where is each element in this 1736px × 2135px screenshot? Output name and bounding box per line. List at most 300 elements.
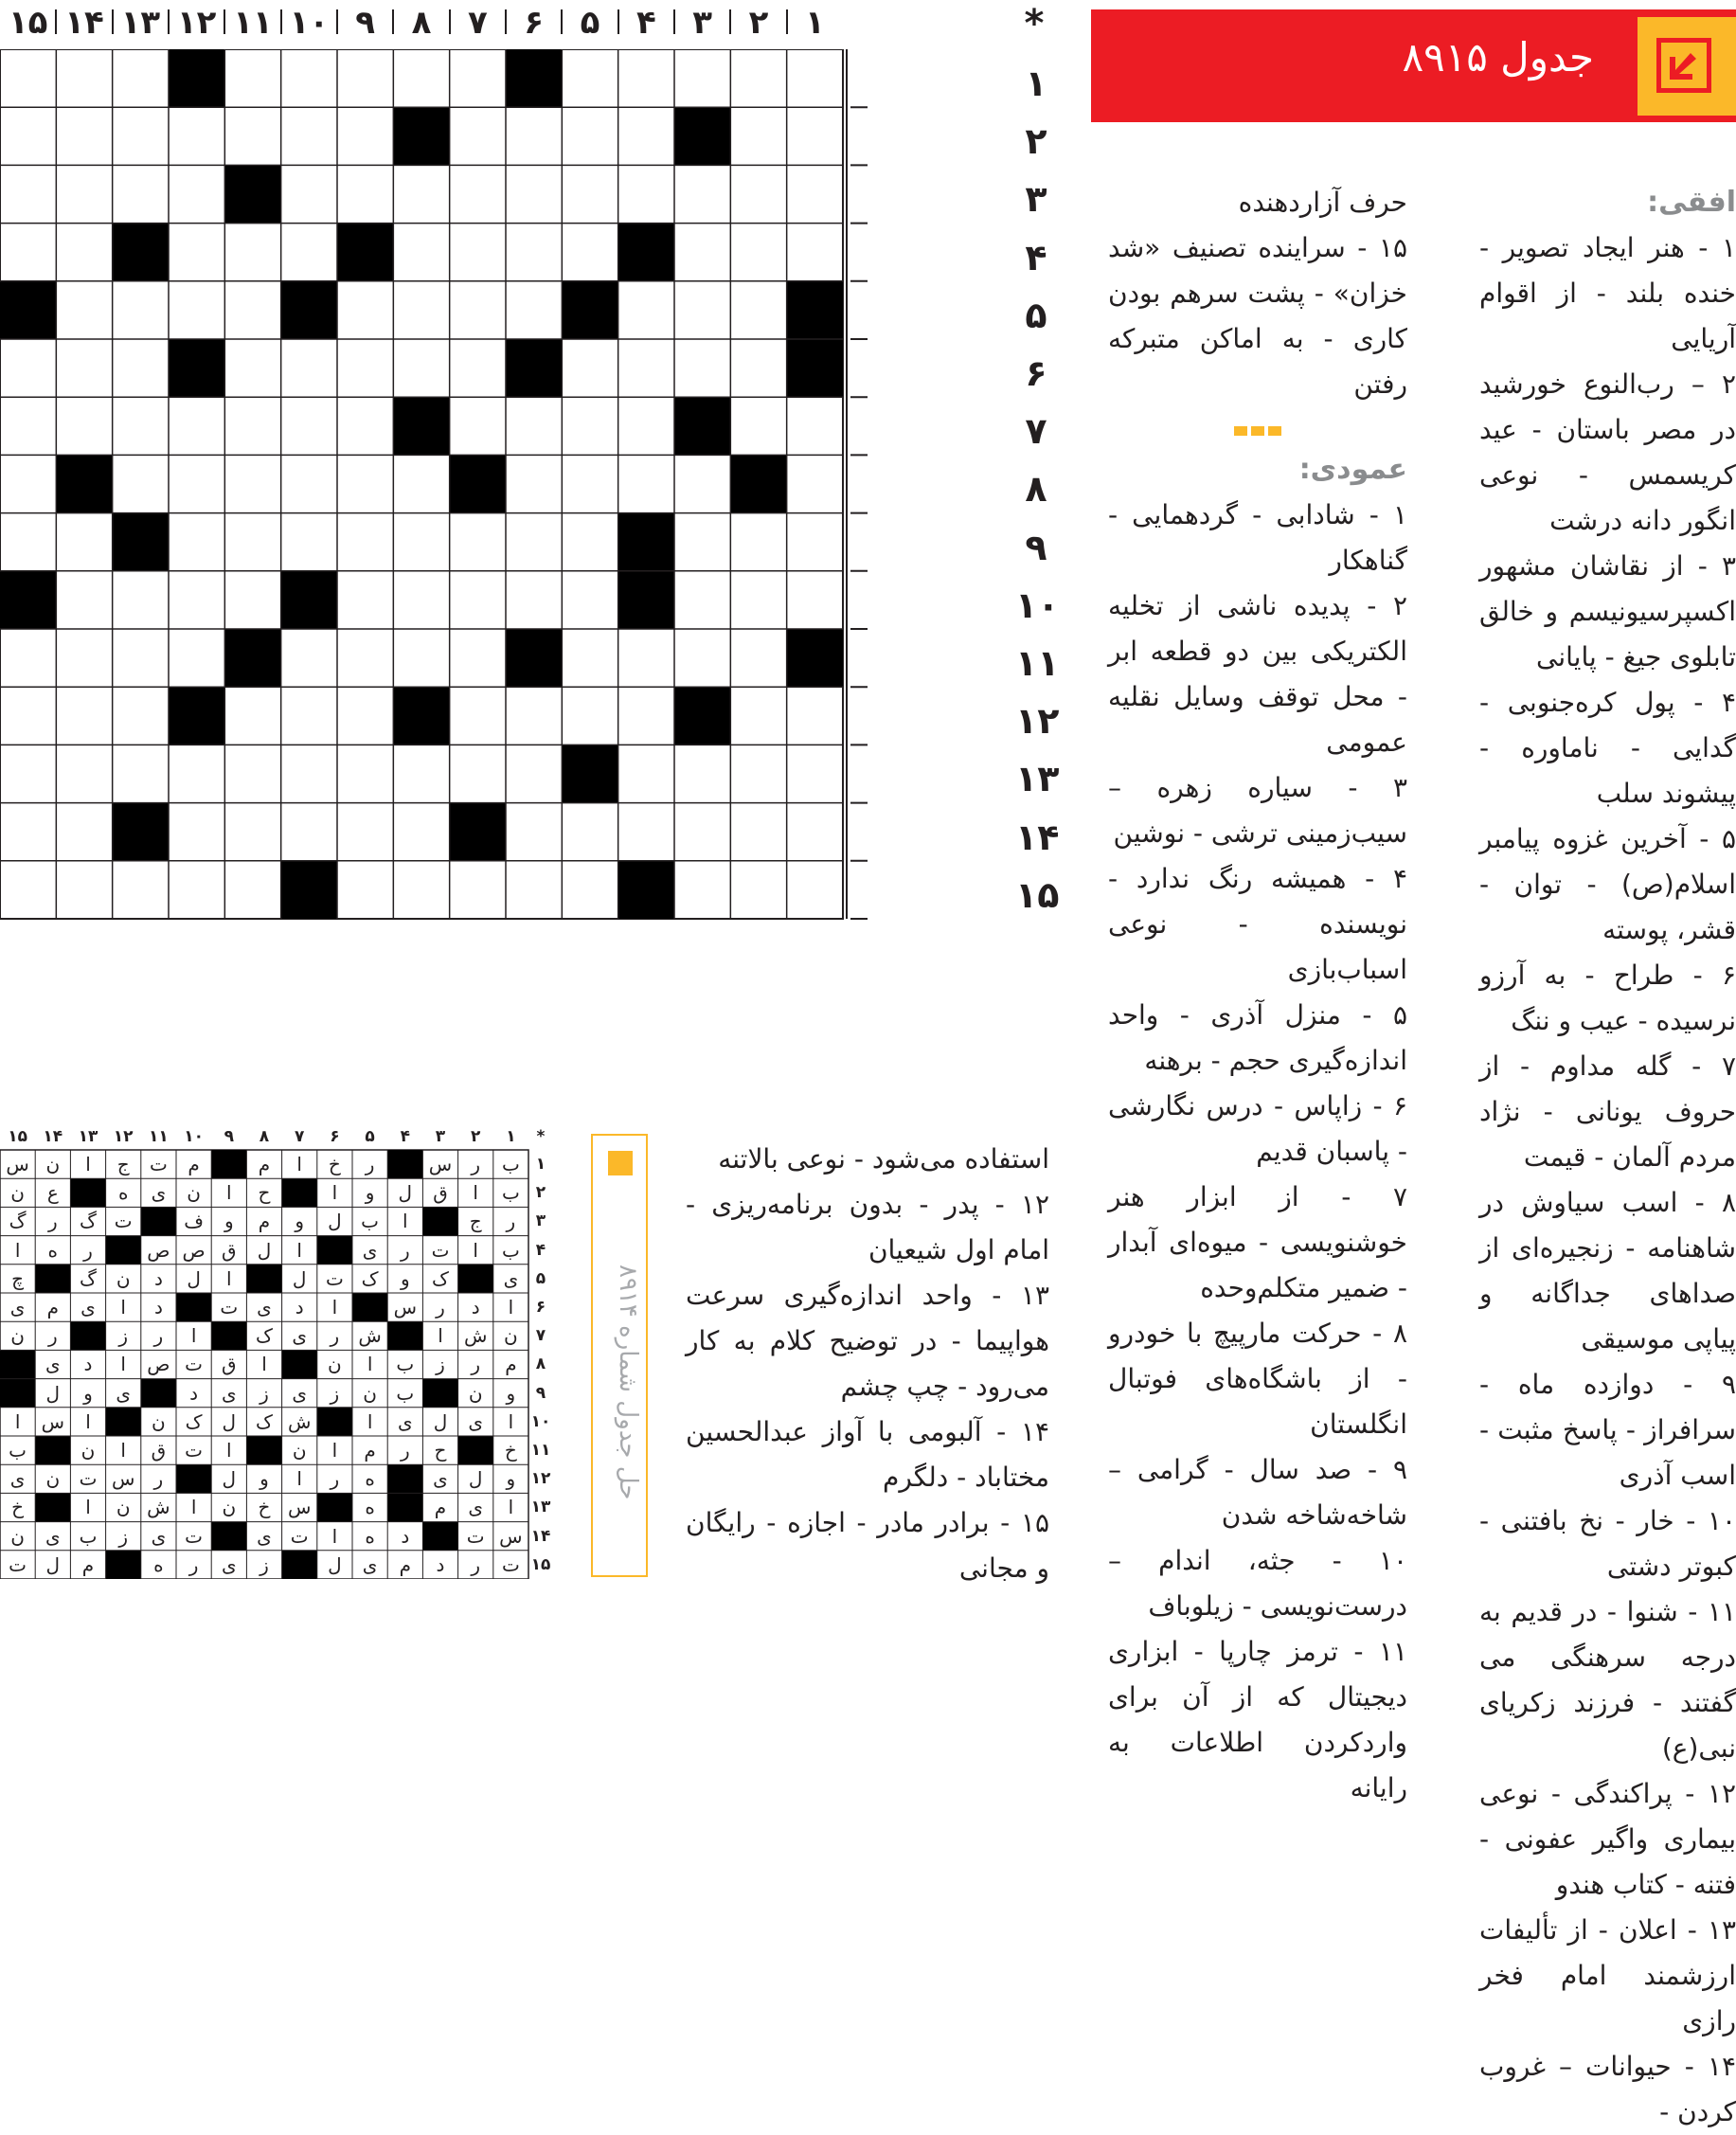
solution-black-cell (282, 1178, 317, 1207)
solution-letter: د (436, 1552, 445, 1576)
solution-letter: ی (45, 1524, 61, 1548)
solution-letter: ی (257, 1524, 272, 1548)
solution-column-number: ۱۳ (78, 1127, 98, 1146)
solution-letter: ق (151, 1439, 167, 1462)
clue-text: ۶ - طراح - به آرزو نرسیده - عیب و ننگ (1479, 960, 1736, 1036)
solution-black-cell (387, 1321, 422, 1350)
clue-text: ۸ - اسب سیاوش در شاهنامه - زنجیره‌ای از صداهای جداگانه و پیاپی موسیقی (1479, 1187, 1736, 1355)
solution-letter: ا (438, 1324, 443, 1348)
solution-letter: ز (260, 1552, 269, 1576)
solution-column-number: ۵ (365, 1127, 375, 1146)
solution-corner-asterisk: * (536, 1127, 546, 1146)
solution-letter: ا (473, 1181, 478, 1205)
black-cell (113, 803, 169, 861)
solution-letter: ه (117, 1181, 129, 1205)
clue-text: ۹ - صد سال - گرامی – شاخه‌شاخه شدن (1108, 1454, 1407, 1531)
solution-letter: ص (182, 1238, 206, 1262)
row-number: ۱ (1025, 63, 1047, 104)
solution-letter: ن (116, 1496, 131, 1519)
black-cell (281, 571, 337, 629)
solution-black-cell (422, 1379, 457, 1408)
solution-row-number: ۲ (535, 1183, 546, 1203)
black-cell (787, 281, 843, 339)
solution-letter: ر (365, 1153, 375, 1175)
solution-letter: ل (45, 1381, 61, 1405)
solution-letter: ت (149, 1153, 168, 1175)
solution-letter: ک (256, 1324, 273, 1348)
solution-letter: ل (398, 1181, 413, 1205)
solution-letter: ی (151, 1181, 167, 1205)
black-cell (393, 397, 449, 455)
column-number: ۶ (524, 4, 545, 42)
solution-letter: ت (466, 1524, 485, 1548)
black-cell (562, 745, 617, 802)
solution-black-cell (141, 1207, 176, 1235)
solution-label: حل جدول شماره ۸۹۱۴ (614, 1264, 642, 1500)
solution-letter: ج (116, 1153, 130, 1175)
black-cell (674, 397, 730, 455)
solution-letter: ر (506, 1210, 516, 1233)
solution-letter: ی (292, 1324, 308, 1348)
solution-black-cell (176, 1464, 211, 1493)
black-cell (730, 455, 786, 512)
column-number: ۱ (804, 4, 825, 42)
solution-letter: ل (433, 1409, 448, 1433)
solution-letter: و (365, 1181, 375, 1205)
black-cell (0, 571, 56, 629)
solution-black-cell (246, 1436, 281, 1464)
row-number: ۱۱ (1015, 642, 1060, 684)
solution-row-number: ۱ (535, 1155, 546, 1174)
solution-letter: ن (328, 1353, 342, 1376)
solution-letter: ه (365, 1467, 375, 1491)
solution-letter: ل (328, 1210, 342, 1233)
solution-grid (0, 1125, 551, 1579)
solution-letter: ا (14, 1409, 21, 1433)
black-cell (506, 339, 562, 397)
clue-text: ۳ - از نقاشان مشهور اکسپرسیونیسم و خالق تابلوی جیغ - پایانی (1479, 550, 1736, 673)
row-number: ۹ (1025, 526, 1047, 568)
solution-letter: ا (226, 1181, 232, 1205)
solution-letter: ب (79, 1524, 98, 1548)
clue-text: ۱۱ - ترمز چارپا - ابزاری دیجیتال که از آن برای واردکردن اطلاعات به رایانه (1108, 1636, 1407, 1803)
solution-row-number: ۸ (535, 1355, 546, 1374)
solution-letter: ز (118, 1524, 129, 1548)
solution-column-number: ۱۱ (149, 1127, 169, 1146)
solution-letter: ن (116, 1266, 131, 1290)
solution-black-cell (246, 1265, 281, 1293)
solution-letter: و (400, 1266, 410, 1290)
black-cell (618, 224, 674, 281)
solution-letter: ش (147, 1496, 170, 1519)
solution-letter: ا (331, 1181, 338, 1205)
solution-letter: م (364, 1439, 376, 1462)
solution-letter: ی (433, 1467, 448, 1491)
solution-column-number: ۱۴ (43, 1127, 63, 1146)
clue-text: ۲ - پدیده ناشی از تخلیه الکتریکی بین دو قطعه ابر - محل توقف وسایل نقلیه عمومی (1108, 590, 1407, 758)
solution-column-number: ۶ (330, 1127, 340, 1146)
clue-text: ۱۳ - اعلان - از تألیفات ارزشمند امام فخر رازی (1479, 1914, 1736, 2036)
clue-text: ۱۳ - واحد اندازه‌گیری سرعت هواپیما - در توضیح کلام به کار می‌رود - چپ چشم (686, 1280, 1049, 1402)
solution-letter: ن (45, 1153, 61, 1175)
solution-letter: ر (153, 1324, 164, 1348)
solution-letter: و (83, 1381, 93, 1405)
clue-text: ۱۰ - جثه، اندام – درست‌نویسی - زیلوباف (1108, 1545, 1407, 1622)
solution-letter: س (287, 1496, 312, 1519)
solution-column-number: ۲ (470, 1127, 481, 1146)
solution-black-cell (35, 1436, 70, 1464)
black-cell (506, 629, 562, 687)
column-number: ۷ (467, 4, 488, 42)
solution-letter: س (41, 1409, 64, 1433)
solution-letter: ر (153, 1467, 164, 1491)
solution-letter: ا (120, 1353, 126, 1376)
solution-letter: ت (79, 1467, 98, 1491)
solution-letter: ی (45, 1353, 61, 1376)
solution-letter: د (189, 1381, 199, 1405)
solution-letter: ا (85, 1496, 91, 1519)
solution-letter: چ (11, 1266, 25, 1290)
solution-letter: ی (81, 1296, 96, 1319)
solution-black-cell (141, 1379, 176, 1408)
solution-letter: گ (9, 1210, 27, 1233)
solution-black-cell (422, 1207, 457, 1235)
clue-text: ۱۴ - حیوانات – غروب کردن - (1479, 2051, 1736, 2127)
solution-letter: ه (47, 1238, 59, 1262)
clue-text: ۱۵ - سراینده تصنیف «شد خزان» - پشت سرهم بودن کاری - به اماکن متبرکه رفتن (1108, 232, 1407, 400)
solution-black-cell (0, 1379, 35, 1408)
solution-letter: د (295, 1296, 304, 1319)
solution-letter: ا (190, 1324, 197, 1348)
solution-letter: ی (397, 1409, 413, 1433)
solution-letter: ر (47, 1324, 58, 1348)
solution-black-cell (35, 1265, 70, 1293)
puzzle-title: جدول ۸۹۱۵ (1402, 34, 1594, 81)
solution-letter: ی (9, 1467, 26, 1491)
black-cell (674, 687, 730, 745)
solution-letter: ی (257, 1296, 272, 1319)
solution-letter: ر (330, 1324, 340, 1348)
solution-letter: ر (436, 1296, 445, 1319)
solution-letter: ل (45, 1552, 61, 1576)
solution-black-cell (282, 1551, 317, 1579)
column-number: ۱۳ (120, 4, 161, 42)
solution-letter: م (505, 1353, 517, 1376)
black-cell (450, 803, 506, 861)
row-number: ۷ (1025, 410, 1047, 453)
row-number: ۱۳ (1015, 758, 1060, 800)
solution-letter: ا (226, 1439, 232, 1462)
solution-letter: د (471, 1296, 480, 1319)
solution-black-cell (35, 1493, 70, 1521)
solution-letter: ن (468, 1381, 483, 1405)
clue-text: ۷ - گله مداوم - از حروف یونانی - نژاد مردم آلمان - قیمت (1479, 1050, 1736, 1173)
solution-letter: ا (296, 1153, 302, 1175)
black-cell (674, 107, 730, 165)
solution-letter: ق (222, 1238, 237, 1262)
solution-letter: ن (187, 1181, 201, 1205)
solution-letter: ل (257, 1238, 272, 1262)
solution-letter: ا (120, 1296, 126, 1319)
solution-black-cell (387, 1493, 422, 1521)
clue-text: ۳ - سیاره زهره – سیب‌زمینی ترشی - نوشین (1108, 772, 1407, 849)
vertical-title: عمودی: (1298, 453, 1407, 486)
black-cell (281, 861, 337, 919)
black-cell (450, 455, 506, 512)
column-number: ۴ (635, 4, 656, 42)
solution-letter: ر (471, 1153, 481, 1175)
clue-text: ۱۱ - شنوا - در قدیم به درجه سرهنگی می گفتند - فرزند زکریای نبی(ع) (1479, 1596, 1736, 1764)
solution-row-number: ۹ (535, 1383, 546, 1403)
solution-column-number: ۹ (224, 1127, 234, 1146)
solution-letter: د (401, 1524, 410, 1548)
row-number: ۸ (1025, 468, 1047, 511)
solution-letter: ی (221, 1552, 237, 1576)
solution-black-cell (211, 1522, 246, 1551)
solution-column-number: ۱۵ (8, 1127, 27, 1146)
solution-letter: ت (431, 1238, 450, 1262)
black-cell (56, 455, 112, 512)
black-cell (562, 281, 617, 339)
solution-column-number: ۳ (435, 1127, 446, 1146)
solution-letter: م (188, 1153, 200, 1175)
solution-letter: ب (501, 1153, 520, 1175)
column-number: ۲ (748, 4, 769, 42)
solution-letter: گ (80, 1210, 97, 1233)
solution-row-number: ۱۰ (530, 1411, 551, 1431)
solution-row-number: ۶ (535, 1298, 546, 1317)
black-cell (169, 49, 224, 107)
solution-letter: ر (471, 1552, 481, 1576)
solution-letter: ک (256, 1409, 273, 1433)
solution-letter: ن (222, 1496, 237, 1519)
solution-letter: ب (501, 1238, 520, 1262)
solution-letter: ل (292, 1266, 307, 1290)
solution-black-cell (211, 1150, 246, 1178)
solution-row-number: ۱۱ (530, 1441, 551, 1460)
black-cell (787, 339, 843, 397)
solution-letter: ا (331, 1524, 338, 1548)
solution-letter: خ (11, 1496, 25, 1519)
vertical-clues-column (1108, 180, 1407, 1811)
clue-text: ۱۰ - خار - نخ بافتنی - کبوتر دشتی (1479, 1505, 1736, 1582)
solution-letter: س (6, 1153, 29, 1175)
solution-letter: ب (9, 1439, 27, 1462)
solution-black-cell (106, 1551, 141, 1579)
solution-letter: د (153, 1296, 163, 1319)
solution-letter: ک (185, 1409, 203, 1433)
column-number: ۱۴ (64, 4, 104, 42)
solution-letter: ل (222, 1409, 237, 1433)
clue-text: ۴ - همیشه رنگ ندارد - نویسنده - نوعی اسباب‌بازی (1108, 863, 1407, 985)
solution-black-cell (422, 1522, 457, 1551)
solution-letter: ع (46, 1181, 59, 1205)
solution-letter: ی (151, 1524, 167, 1548)
clue-text: ۹ - دوازده ماه - سرافراز - پاسخ مثبت - اسب آذری (1479, 1369, 1736, 1491)
clue-text: حرف آزاردهنده (1238, 187, 1407, 218)
solution-letter: ن (10, 1524, 25, 1548)
solution-letter: ل (328, 1552, 342, 1576)
logo-icon (1638, 17, 1736, 116)
row-number: ۱۴ (1015, 816, 1060, 858)
solution-black-cell (70, 1178, 105, 1207)
solution-letter: ه (365, 1524, 375, 1548)
column-number: ۳ (692, 4, 713, 42)
solution-letter: ا (367, 1353, 373, 1376)
column-number: ۱۲ (176, 4, 217, 42)
solution-letter: ز (436, 1353, 445, 1376)
solution-letter: ب (396, 1381, 415, 1405)
solution-letter: ش (358, 1324, 382, 1348)
solution-letter: و (260, 1467, 269, 1491)
solution-letter: ت (325, 1266, 344, 1290)
black-cell (169, 339, 224, 397)
solution-column-number: ۷ (294, 1127, 305, 1146)
solution-letter: ی (468, 1496, 484, 1519)
column-number: ۹ (355, 4, 376, 42)
solution-letter: ا (14, 1238, 21, 1262)
clue-text: ۲ – رب‌النوع خورشید در مصر باستان - عید کریسمس - نوعی انگور دانه درشت (1479, 368, 1736, 536)
solution-letter: د (83, 1353, 93, 1376)
solution-row-number: ۴ (535, 1240, 546, 1260)
solution-row-number: ۱۵ (530, 1554, 551, 1574)
black-cell (787, 629, 843, 687)
solution-letter: م (258, 1153, 271, 1175)
column-number: ۸ (411, 4, 432, 42)
solution-black-cell (106, 1408, 141, 1436)
solution-letter: ه (153, 1552, 164, 1576)
solution-letter: ص (147, 1353, 170, 1376)
solution-letter: ک (432, 1266, 449, 1290)
solution-letter: ک (361, 1266, 379, 1290)
solution-black-cell (352, 1293, 387, 1321)
solution-letter: ی (468, 1409, 484, 1433)
black-cell (113, 513, 169, 571)
solution-letter: ا (296, 1467, 302, 1491)
solution-letter: م (258, 1210, 271, 1233)
solution-letter: ن (45, 1467, 61, 1491)
solution-column-number: ۱۲ (113, 1127, 134, 1146)
solution-letter: ا (296, 1238, 302, 1262)
solution-row-number: ۱۴ (530, 1526, 551, 1546)
solution-row-number: ۳ (535, 1211, 546, 1231)
solution-black-cell (106, 1236, 141, 1265)
solution-letter: ب (501, 1181, 520, 1205)
solution-column-number: ۱۰ (184, 1127, 204, 1146)
clue-text: ۸ - حرکت مارپیچ با خودرو - از باشگاه‌های فوتبال انگلستان (1108, 1318, 1407, 1440)
solution-letter: ر (471, 1353, 481, 1376)
solution-letter: ق (222, 1353, 237, 1376)
solution-letter: خ (258, 1496, 271, 1519)
column-number: ۵ (580, 4, 600, 42)
row-number: ۶ (1025, 352, 1047, 394)
solution-black-cell (458, 1265, 493, 1293)
solution-letter: ت (290, 1524, 309, 1548)
solution-letter: ل (222, 1467, 237, 1491)
solution-black-cell (387, 1464, 422, 1493)
solution-label-box (591, 1134, 648, 1577)
solution-letter: ا (508, 1296, 514, 1319)
solution-letter: ا (190, 1496, 197, 1519)
black-cell (337, 224, 393, 281)
solution-letter: ف (184, 1210, 204, 1233)
solution-letter: ت (220, 1296, 239, 1319)
solution-letter: و (224, 1210, 234, 1233)
solution-column-number: ۱ (506, 1127, 516, 1146)
clue-text: ۱۵ - برادر مادر - اجازه - رایگان و مجانی (686, 1507, 1049, 1584)
black-cell (618, 571, 674, 629)
solution-letter: ی (503, 1266, 519, 1290)
solution-letter: ا (226, 1266, 232, 1290)
row-number: ۱۰ (1015, 583, 1060, 626)
solution-letter: ا (85, 1409, 91, 1433)
solution-letter: ز (260, 1381, 269, 1405)
solution-black-cell (458, 1436, 493, 1464)
black-cell (393, 107, 449, 165)
solution-letter: ر (47, 1210, 58, 1233)
solution-letter: ی (292, 1381, 308, 1405)
horizontal-clues-column (1479, 180, 1736, 2135)
clue-text: ۱۲ - پراکندگی - نوعی بیماری واگیر عفونی - فتنه - کتاب هندو (1479, 1778, 1736, 1900)
grid-corner-asterisk: * (1024, 2, 1045, 45)
black-cell (393, 687, 449, 745)
clue-text: ۱ - شادابی - گردهمایی - گناهکار (1108, 499, 1407, 576)
header-banner (1091, 9, 1736, 122)
solution-letter: ی (9, 1296, 26, 1319)
solution-letter: خ (504, 1439, 517, 1462)
solution-letter: ل (187, 1266, 201, 1290)
row-number: ۲ (1025, 120, 1047, 163)
separator-dots (1108, 426, 1407, 436)
solution-row-number: ۱۲ (530, 1469, 551, 1489)
solution-letter: ت (501, 1552, 520, 1576)
solution-letter: ر (400, 1238, 410, 1262)
column-number: ۱۰ (289, 4, 330, 42)
solution-letter: ی (362, 1238, 378, 1262)
solution-letter: ن (363, 1381, 377, 1405)
solution-letter: ا (403, 1210, 408, 1233)
solution-black-cell (317, 1408, 352, 1436)
solution-black-cell (317, 1236, 352, 1265)
black-cell (113, 224, 169, 281)
solution-letter: ن (10, 1324, 25, 1348)
solution-letter: ح (434, 1439, 447, 1462)
solution-letter: ق (433, 1181, 448, 1205)
solution-letter: ص (147, 1238, 170, 1262)
solution-letter: ز (118, 1324, 129, 1348)
solution-letter: س (428, 1153, 453, 1175)
clue-text: ۴ - پول کره‌جنوبی - گدایی - ناماوره - پیشوند سلب (1479, 687, 1736, 809)
solution-letter: ا (473, 1238, 478, 1262)
solution-letter: ش (463, 1324, 488, 1348)
solution-letter: ر (83, 1238, 93, 1262)
solution-letter: ت (185, 1353, 203, 1376)
solution-letter: ا (367, 1409, 373, 1433)
solution-letter: ب (396, 1353, 415, 1376)
black-cell (0, 281, 56, 339)
solution-letter: ا (508, 1496, 514, 1519)
solution-letter: و (506, 1381, 516, 1405)
solution-letter: ن (10, 1181, 25, 1205)
solution-letter: ی (221, 1381, 237, 1405)
solution-letter: گ (80, 1266, 97, 1290)
solution-black-cell (282, 1350, 317, 1378)
solution-letter: ر (400, 1439, 410, 1462)
solution-column-number: ۴ (400, 1127, 410, 1146)
black-cell (281, 281, 337, 339)
solution-letter: ن (292, 1439, 307, 1462)
solution-letter: ح (258, 1181, 271, 1205)
